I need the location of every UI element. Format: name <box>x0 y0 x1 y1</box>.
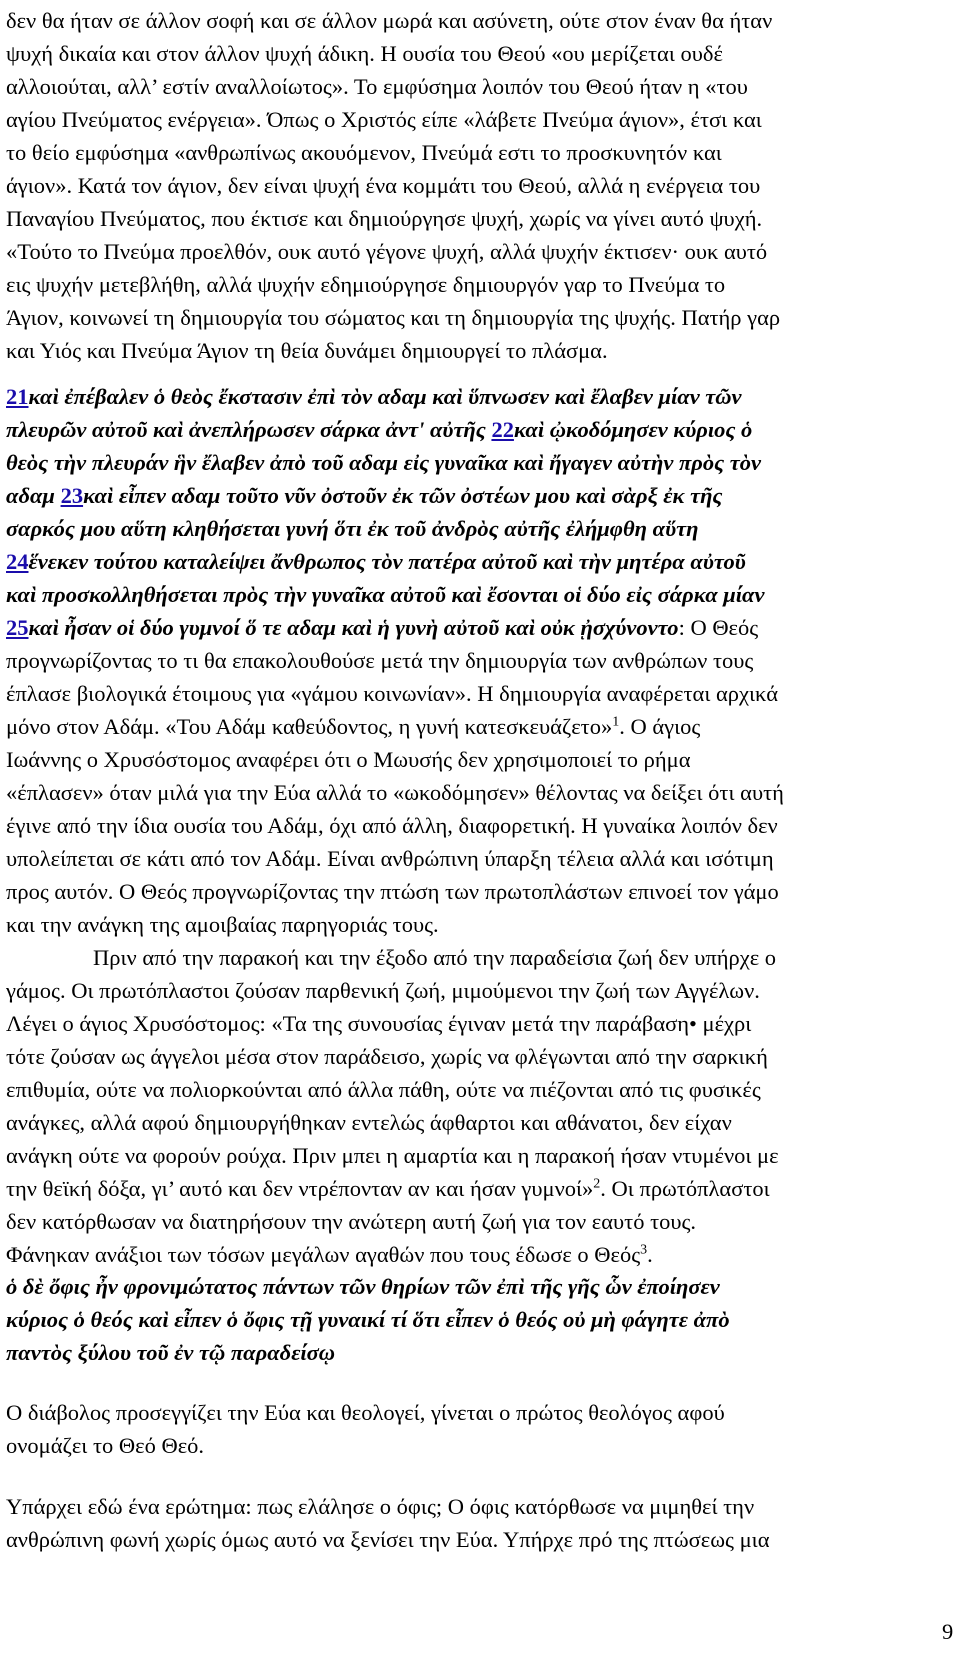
text-line: επιθυμία, ούτε να πολιορκούνται από άλλα πάθη, ούτε να πιέζονται από τις φυσικές <box>6 1077 761 1102</box>
text-line: ανάγκη ούτε να φορούν ρούχα. Πριν μπει η αμαρτία και η παρακοή ήσαν ντυμένοι με <box>6 1143 779 1168</box>
text-line: γάμος. Οι πρωτόπλαστοι ζούσαν παρθενική ζωή, μιμούμενοι την ζωή των Αγγέλων. <box>6 978 760 1003</box>
text-line: μόνο στον Αδάμ. «Του Αδάμ καθεύδοντος, η γυνή κατεσκευάζετο»$^1$. Ο άγιος <box>6 714 701 739</box>
text-line: υπολείπεται σε κάτι από τον Αδάμ. Είναι ανθρώπινη ύπαρξη τέλεια αλλά και ισότιμη <box>6 846 774 871</box>
footnote-marker: 1 <box>612 714 620 730</box>
text-line: προγνωρίζοντας το τι θα επακολουθούσε μετά την δημιουργία των ανθρώπων τους <box>6 648 754 673</box>
text-line: εις ψυχήν μετεβλήθη, αλλά ψυχήν εδημιούργησε δημιουργόν γαρ το Πνεύμα το <box>6 272 726 297</box>
text-line: έπλασε βιολογικά έτοιμους για «γάμου κοινωνίαν». Η δημιουργία αναφέρεται αρχικά <box>6 681 778 706</box>
text-line: ονομάζει το Θεό Θεό. <box>6 1433 205 1458</box>
verse-link-24[interactable]: 24 <box>6 549 29 574</box>
text-line: Υπάρχει εδώ ένα ερώτημα: πως ελάλησε ο όφις; Ο όφις κατόρθωσε να μιμηθεί την <box>6 1494 755 1519</box>
text-line: τότε ζούσαν ως άγγελοι μέσα στον παράδεισο, χωρίς να φλέγωνται από την σαρκική <box>6 1044 768 1069</box>
text-line: Ο διάβολος προσεγγίζει την Εύα και θεολογεί, γίνεται ο πρώτος θεολόγος αφού <box>6 1400 725 1425</box>
text-line: ανθρώπινη φωνή χωρίς όμως αυτό να ξενίσει την Εύα. Υπήρχε πρό της πτώσεως μια <box>6 1527 770 1552</box>
page-number: 9 <box>942 1619 954 1644</box>
text-line: Παναγίου Πνεύματος, που έκτισε και δημιούργησε ψυχή, χωρίς να γίνει αυτό ψυχή. <box>6 206 763 231</box>
text-line: αλλοιούται, αλλ’ εστίν αναλλοίωτος». Το εμφύσημα λοιπόν του Θεού ήταν η «του <box>6 74 748 99</box>
verse-link-25[interactable]: 25 <box>6 615 29 640</box>
text-line: Πριν από την παρακοή και την έξοδο από την παραδείσια ζωή δεν υπήρχε ο <box>93 945 777 970</box>
verse-link-21[interactable]: 21 <box>6 384 29 409</box>
text-line: Φάνηκαν ανάξιοι των τόσων μεγάλων αγαθών που τους έδωσε ο Θεός$^3$. <box>6 1242 653 1267</box>
text-line: ὁ δὲ ὄφις ἦν φρονιμώτατος πάντων τῶν θηρίων τῶν ἐπὶ τῆς γῆς ὧν ἐποίησεν <box>6 1274 720 1299</box>
scripture-genesis-2 <box>6 380 954 1271</box>
text-line: άγιον». Κατά τον άγιον, δεν είναι ψυχή ένα κομμάτι του Θεού, αλλά η ενέργεια του <box>6 173 761 198</box>
text-line: αγίου Πνεύματος ενέργεια». Όπως ο Χριστός είπε «λάβετε Πνεύμα άγιον», έτσι και <box>6 107 762 132</box>
text-line: Άγιον, κοινωνεί τη δημιουργία του σώματος και τη δημιουργία της ψυχής. Πατήρ γαρ <box>6 305 781 330</box>
text-line: πλευρῶν αὐτοῦ καὶ ἀνεπλήρωσεν σάρκα ἀντ' αὐτῆς 22καὶ ᾠκοδόμησεν κύριος ὁ <box>6 417 753 442</box>
text-line: 21καὶ ἐπέβαλεν ὁ θεὸς ἔκστασιν ἐπὶ τὸν αδαμ καὶ ὕπνωσεν καὶ ἔλαβεν μίαν τῶν <box>6 384 742 409</box>
text-line: παντὸς ξύλου τοῦ ἐν τῷ παραδείσῳ <box>6 1340 336 1365</box>
text-line: την θεϊκή δόξα, γι’ αυτό και δεν ντρέπονταν αν και ήσαν γυμνοί»$^2$. Οι πρωτόπλαστοι <box>6 1176 770 1201</box>
text-line: προς αυτόν. Ο Θεός προγνωρίζοντας την πτώση των πρωτοπλάστων επινοεί τον γάμο <box>6 879 779 904</box>
verse-link-23[interactable]: 23 <box>60 483 84 508</box>
text-line: έγινε από την ίδια ουσία του Αδάμ, όχι από άλλη, διαφορετική. Η γυναίκα λοιπόν δεν <box>6 813 778 838</box>
text-line: δεν θα ήταν σε άλλον σοφή και σε άλλον μωρά και ασύνετη, ούτε στον έναν θα ήταν <box>6 8 773 33</box>
paragraph-serpent <box>6 1490 954 1556</box>
text-line: ανάγκες, αλλά αφού δημιουργήθηκαν εντελώς άφθαρτοι και αθάνατοι, δεν είχαν <box>6 1110 732 1135</box>
text-line: κύριος ὁ θεός καὶ εἶπεν ὁ ὄφις τῇ γυναικί τί ὅτι εἶπεν ὁ θεός οὐ μὴ φάγητε ἀπὸ <box>6 1307 730 1332</box>
text-line: σαρκός μου αὕτη κληθήσεται γυνή ὅτι ἐκ τοῦ ἀνδρὸς αὐτῆς ἐλήμφθη αὕτη <box>6 516 699 541</box>
text-line: θεὸς τὴν πλευράν ἣν ἔλαβεν ἀπὸ τοῦ αδαμ εἰς γυναῖκα καὶ ἤγαγεν αὐτὴν πρὸς τὸν <box>6 450 761 475</box>
footnote-marker: 2 <box>593 1176 601 1192</box>
text-line: 25καὶ ἦσαν οἱ δύο γυμνοί ὅ τε αδαμ καὶ ἡ γυνὴ αὐτοῦ καὶ οὐκ ᾐσχύνοντο: Ο Θεός <box>6 615 759 640</box>
text-line: Ιωάννης ο Χρυσόστομος αναφέρει ότι ο Μωυσής δεν χρησιμοποιεί το ρήμα <box>6 747 691 772</box>
text-line: δεν κατόρθωσαν να διατηρήσουν την ανώτερη αυτή ζωή για τον εαυτό τους. <box>6 1209 697 1234</box>
text-line: ψυχή δικαία και στον άλλον ψυχή άδικη. Η ουσία του Θεού «ου μερίζεται ουδέ <box>6 41 723 66</box>
text-line: και την ανάγκη της αμοιβαίας παρηγοριάς τους. <box>6 912 439 937</box>
text-line: το θείο εμφύσημα «ανθρωπίνως ακουόμενον, Πνεύμά εστι το προσκυνητόν και <box>6 140 722 165</box>
text-line: Λέγει ο άγιος Χρυσόστομος: «Τα της συνουσίας έγιναν μετά την παράβαση• μέχρι <box>6 1011 752 1036</box>
text-line: και Υιός και Πνεύμα Άγιον τη θεία δυνάμει δημιουργεί το πλάσμα. <box>6 338 608 363</box>
text-line: 24ἕνεκεν τούτου καταλείψει ἄνθρωπος τὸν πατέρα αὐτοῦ καὶ τὴν μητέρα αὐτοῦ <box>6 549 746 574</box>
text-line: «Τούτο το Πνεύμα προελθόν, ουκ αυτό γέγονε ψυχή, αλλά ψυχήν έκτισεν· ουκ αυτό <box>6 239 768 264</box>
text-line: καὶ προσκολληθήσεται πρὸς τὴν γυναῖκα αὐτοῦ καὶ ἔσονται οἱ δύο εἰς σάρκα μίαν <box>6 582 765 607</box>
paragraph-soul-creation <box>6 4 954 367</box>
scripture-genesis-3 <box>6 1270 954 1369</box>
footnote-marker: 3 <box>640 1242 648 1258</box>
paragraph-devil <box>6 1396 954 1462</box>
verse-link-22[interactable]: 22 <box>491 417 514 442</box>
text-line: «έπλασεν» όταν μιλά για την Εύα αλλά το «ωκοδόμησεν» θέλοντας να δείξει ότι αυτή <box>6 780 784 805</box>
text-line: αδαμ 23καὶ εἶπεν αδαμ τοῦτο νῦν ὀστοῦν ἐκ τῶν ὀστέων μου καὶ σὰρξ ἐκ τῆς <box>6 483 723 508</box>
